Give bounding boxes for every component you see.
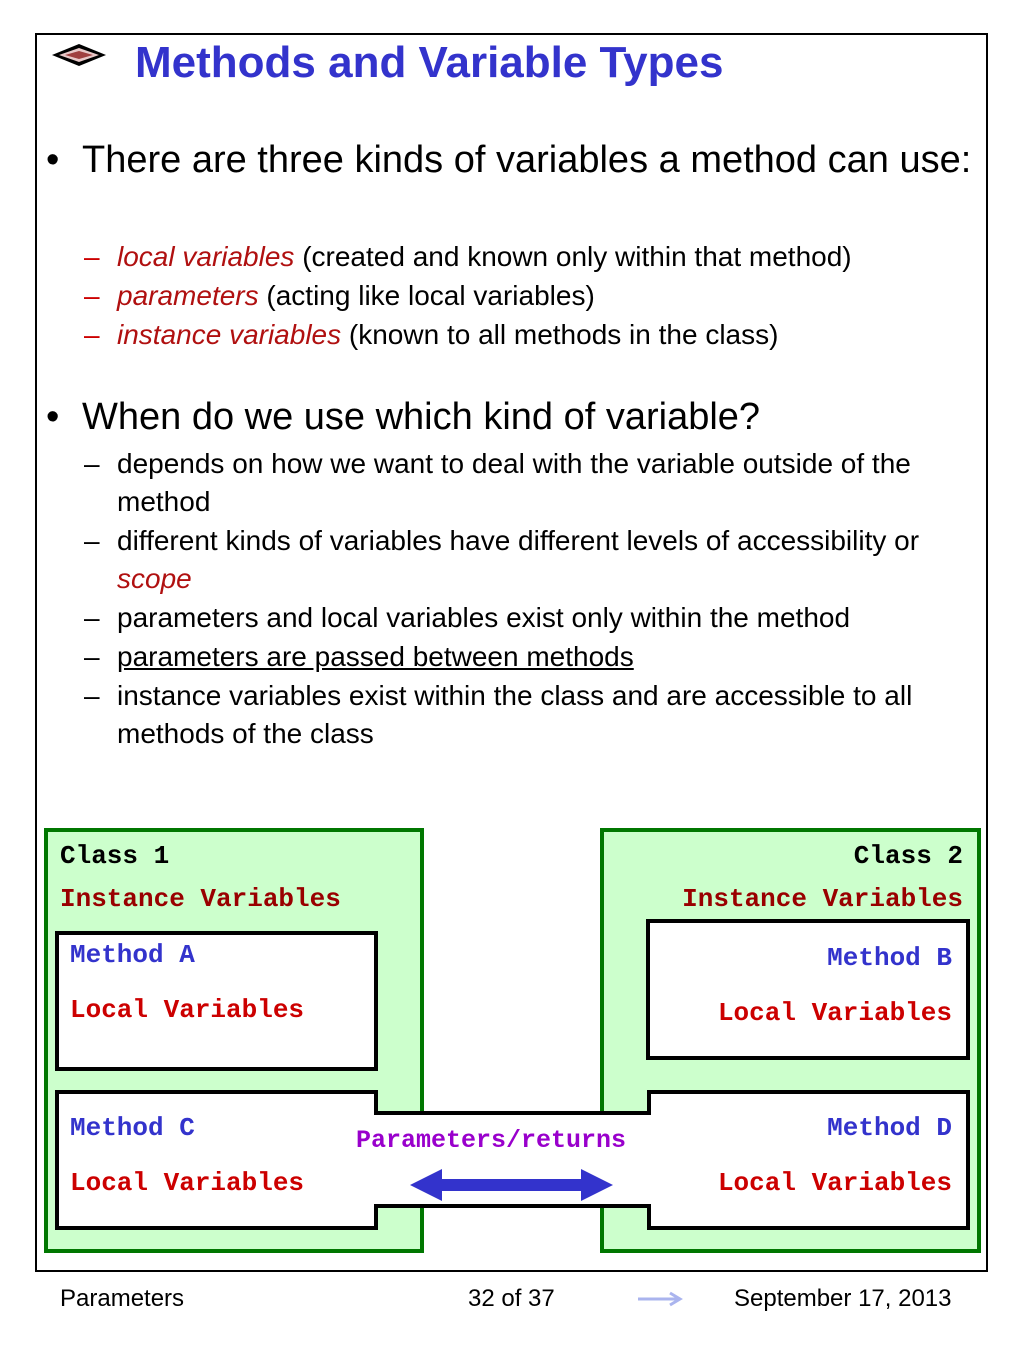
dash: – bbox=[84, 525, 100, 556]
slide-title: Methods and Variable Types bbox=[135, 38, 724, 87]
sub-item-text: depends on how we want to deal with the variable outside of the method bbox=[117, 448, 911, 517]
bullet-dot: • bbox=[46, 139, 60, 181]
sub-item-text: parameters and local variables exist only within the method bbox=[117, 602, 851, 633]
bullet-2-text: When do we use which kind of variable? bbox=[82, 396, 761, 438]
sub-item-text: different kinds of variables have different levels of accessibility or bbox=[117, 525, 920, 556]
term-local-variables: local variables bbox=[117, 241, 295, 272]
sub-item-text: parameters are passed between methods bbox=[117, 641, 634, 672]
dash: – bbox=[84, 641, 100, 672]
footer-topic: Parameters bbox=[60, 1285, 185, 1312]
dash: – bbox=[84, 602, 100, 633]
dash: – bbox=[84, 448, 100, 479]
term-parameters: parameters bbox=[117, 280, 259, 311]
footer-date: September 17, 2013 bbox=[734, 1285, 952, 1312]
method-c-label: Method C bbox=[70, 1113, 195, 1143]
method-a-local-variables: Local Variables bbox=[70, 995, 305, 1025]
sub-item-desc: (known to all methods in the class) bbox=[341, 319, 779, 350]
class-1-instance-variables: Instance Variables bbox=[60, 884, 341, 914]
term-instance-variables: instance variables bbox=[117, 319, 342, 350]
right-arrow-icon[interactable] bbox=[636, 1289, 684, 1309]
method-b-local-variables: Local Variables bbox=[717, 998, 952, 1028]
bullet-1-text: There are three kinds of variables a method can use: bbox=[82, 139, 972, 181]
sub-item-text: instance variables exist within the class and are accessible to all methods of the class bbox=[117, 680, 913, 749]
class-1-label: Class 1 bbox=[60, 841, 170, 871]
sub-item-desc: (acting like local variables) bbox=[258, 280, 595, 311]
class-2-label: Class 2 bbox=[853, 841, 963, 871]
footer-page-number: 32 of 37 bbox=[468, 1285, 555, 1312]
method-b-label: Method B bbox=[827, 943, 952, 973]
dash: – bbox=[84, 241, 100, 272]
dash: – bbox=[84, 319, 100, 350]
method-d-label: Method D bbox=[827, 1113, 952, 1143]
sub-item-desc: (created and known only within that method) bbox=[294, 241, 852, 272]
term-scope: scope bbox=[117, 563, 192, 594]
method-a-label: Method A bbox=[70, 940, 195, 970]
method-d-local-variables: Local Variables bbox=[717, 1168, 952, 1198]
parameters-returns-label: Parameters/returns bbox=[356, 1126, 627, 1155]
bullet-dot: • bbox=[46, 396, 60, 438]
class-2-instance-variables: Instance Variables bbox=[682, 884, 963, 914]
method-c-local-variables: Local Variables bbox=[70, 1168, 305, 1198]
dash: – bbox=[84, 280, 100, 311]
dash: – bbox=[84, 680, 100, 711]
